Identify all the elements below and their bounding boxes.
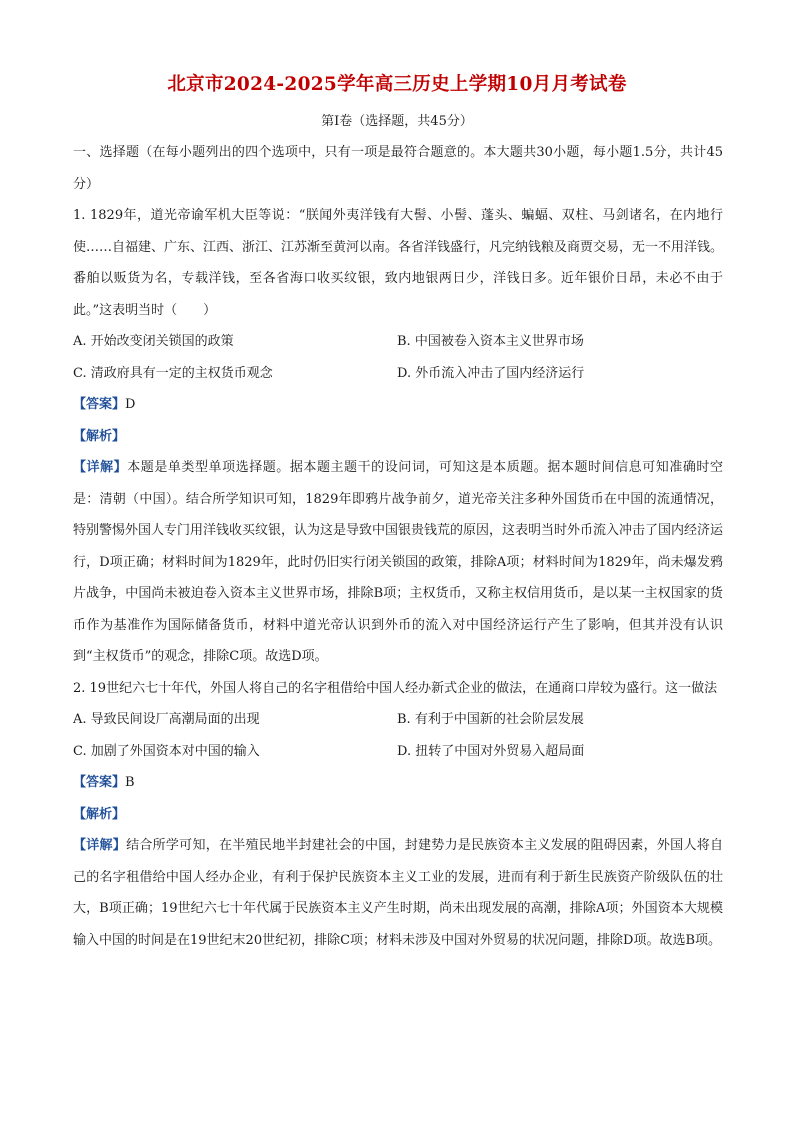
analysis-line [73,799,723,831]
exam-content [73,137,723,956]
answer-line [73,389,723,421]
detail-paragraph [73,452,723,673]
detail-tag: 【详解】 [73,460,128,475]
answer-value: B [125,775,135,790]
option-a: A. 开始改变闭关锁国的政策 [73,334,234,349]
answer-tag: 【答案】 [73,397,126,412]
option-a: A. 导致民间设厂高潮局面的出现 [73,712,260,727]
answer-tag: 【答案】 [73,775,126,790]
option-c: C. 清政府具有一定的主权货币观念 [73,365,273,381]
option-c: C. 加剧了外国资本对中国的输入 [73,743,260,759]
option-list [73,704,723,767]
analysis-tag: 【解析】 [73,806,126,822]
answer-value: D [125,397,136,412]
question-2 [73,673,723,957]
option-d: D. 外币流入冲击了国内经济运行 [397,365,585,381]
option-list [73,326,723,389]
detail-tag: 【详解】 [73,838,127,853]
answer-line [73,767,723,799]
detail-text: 本题是单类型单项选择题。据本题主题干的设问词，可知这是本质题。据本题时间信息可知准确时空是：清朝（中国）。结合所学知识可知，1829年即鸦片战争前夕，道光帝关注多种外国货币在中国的流通情况，特别警惕外国人专门用洋钱收买纹银，认为这是导致中国银贵钱荒的原因，这表明当时外币流入冲击了国内经济运行，D项正确；材料时间为1829年，此时仍旧实行闭关锁国的政策，排除A项；材料时间为1829年，尚未爆发鸦片战争，中国尚未被迫卷入资本主义世界市场，排除B项；主权货币，又称主权信用货币，是以某一主权国家的货币作为基准作为国际储备货币，材料中道光帝认识到外币的流入对中国经济运行产生了影响，但其并没有认识到“主权货币”的观念，排除C项。故选D项。 [73,460,724,664]
section-heading: 一、选择题（在每小题列出的四个选项中，只有一项是最符合题意的。本大题共30小题，每小题1.5分，共计45分） [73,145,723,192]
option-b: B. 中国被卷入资本主义世界市场 [397,334,584,349]
question-1 [73,200,723,673]
paper-part-heading: 第Ⅰ卷（选择题，共45分） [321,114,473,129]
analysis-tag: 【解析】 [73,428,126,444]
page-title: 北京市2024-2025学年高三历史上学期10月月考试卷 [167,74,627,95]
analysis-line [73,421,723,453]
option-b: B. 有利于中国新的社会阶层发展 [397,712,584,727]
detail-text: 结合所学可知，在半殖民地半封建社会的中国，封建势力是民族资本主义发展的阻碍因素，外国人将自己的名字租借给中国人经办企业，有利于保护民族资本主义工业的发展，进而有利于新生民族资产阶级队伍的壮大，B项正确；19世纪六七十年代属于民族资本主义产生时期，尚未出现发展的高潮，排除A项；外国资本大规模输入中国的时间是在19世纪末20世纪初，排除C项；材料未涉及中国对外贸易的状况问题，排除D项。故选B项。 [73,838,723,948]
option-d: D. 扭转了中国对外贸易入超局面 [397,743,585,759]
detail-paragraph [73,830,723,956]
question-stem: 1. 1829年，道光帝谕军机大臣等说：“朕闻外夷洋钱有大髻、小髻、蓬头、蝙蝠、双柱、马剑诸名，在内地行使……自福建、广东、江西、浙江、江苏渐至黄河以南。各省洋钱盛行，凡完纳钱粮及商贾交易，无一不用洋钱。番舶以贩货为名，专载洋钱，至各省海口收买纹银，致内地银两日少，洋钱日多。近年银价日昂，未必不由于此。”这表明当时（ ） [73,208,724,318]
question-stem: 2. 19世纪六七十年代，外国人将自己的名字租借给中国人经办新式企业的做法，在通商口岸较为盛行。这一做法 [73,680,718,696]
